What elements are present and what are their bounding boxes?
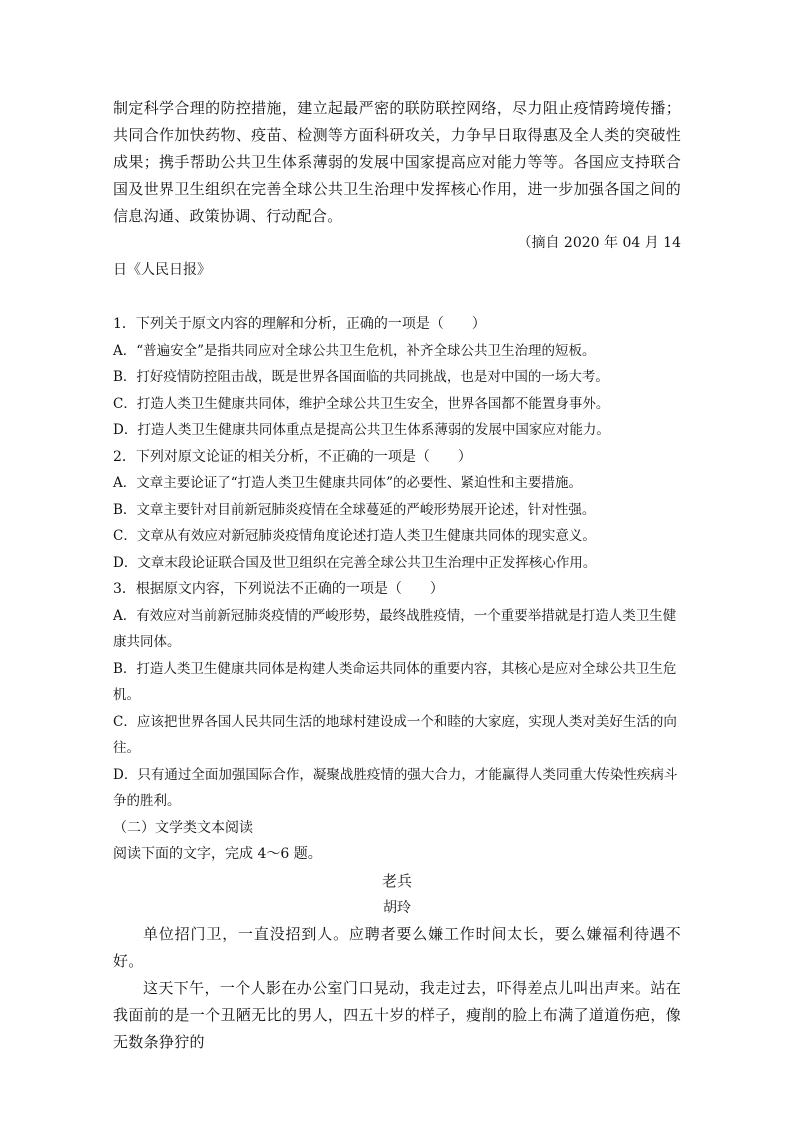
option-c: C．打造人类卫生健康共同体，维护全球公共卫生安全，世界各国都不能置身事外。	[113, 395, 610, 412]
option-c: C．应该把世界各国人民共同生活的地球村建设成一个和睦的大家庭，实现人类对美好生活的向往。	[113, 713, 677, 756]
option-b: B．打造人类卫生健康共同体是构建人类命运共同体的重要内容，其核心是应对全球公共卫生危机。	[113, 660, 677, 703]
option-b: B．打好疫情防控阻击战，既是世界各国面临的共同挑战，也是对中国的一场大考。	[113, 369, 609, 385]
option-d: D．只有通过全面加强国际合作，凝聚战胜疫情的强大合力，才能赢得人类同重大传染性疾病斗争的胜利。	[113, 766, 678, 809]
option-a: A．文章主要论证了“打造人类卫生健康共同体”的必要性、紧迫性和主要措施。	[113, 475, 583, 491]
section-instruction: 阅读下面的文字，完成 4～6 题。	[113, 845, 322, 862]
option-b: B．文章主要针对目前新冠肺炎疫情在全球蔓延的严峻形势展开论述，针对性强。	[113, 501, 596, 518]
question-stem: 1．下列关于原文内容的理解和分析，正确的一项是（ ）	[113, 316, 486, 332]
option-d: D．打造人类卫生健康共同体重点是提高公共卫生体系薄弱的发展中国家应对能力。	[113, 422, 610, 438]
document-page	[113, 95, 681, 1056]
story-paragraph: 这天下午，一个人影在办公室门口晃动，我走过去，吓得差点儿叫出声来。站在我面前的是一个丑陋无比的男人，四五十岁的样子，瘦削的脸上布满了道道伤疤，像无数条狰狞的	[113, 978, 681, 1051]
question-2	[113, 444, 681, 577]
source-citation-line2: 日《人民日报》	[113, 262, 211, 278]
option-a: A．有效应对当前新冠肺炎疫情的严峻形势，最终战胜疫情，一个重要举措就是打造人类卫生健康共同体。	[113, 607, 677, 650]
source-citation-line1: （摘自 2020 年 04 月 14	[517, 235, 681, 251]
option-a: A．“普遍安全”是指共同应对全球公共卫生危机，补齐全球公共卫生治理的短板。	[113, 342, 596, 359]
story-paragraph: 单位招门卫，一直没招到人。应聘者要么嫌工作时间太长，要么嫌福利待遇不好。	[113, 924, 681, 970]
question-stem: 3．根据原文内容，下列说法不正确的一项是（ ）	[113, 581, 444, 597]
story-author: 胡玲	[383, 899, 411, 916]
question-1	[113, 311, 681, 444]
option-d: D．文章末段论证联合国及世卫组织在完善全球公共卫生治理中正发挥核心作用。	[113, 554, 597, 571]
option-c: C．文章从有效应对新冠肺炎疫情角度论述打造人类卫生健康共同体的现实意义。	[113, 528, 596, 544]
question-stem: 2．下列对原文论证的相关分析，不正确的一项是（ ）	[113, 448, 472, 465]
passage-end-paragraph: 制定科学合理的防控措施，建立起最严密的联防联控网络，尽力阻止疫情跨境传播；共同合作加快药物、疫苗、检测等方面科研攻关，力争早日取得惠及全人类的突破性成果；携手帮助公共卫生体系薄弱的发展中国家提高应对能力等等。各国应支持联合国及世界卫生组织在完善全球公共卫生治理中发挥核心作用，进一步加强各国之间的信息沟通、政策协调、行动配合。	[113, 99, 681, 225]
section-heading: （二）文学类文本阅读	[113, 819, 253, 836]
story-title: 老兵	[381, 871, 412, 890]
question-3	[113, 576, 681, 815]
